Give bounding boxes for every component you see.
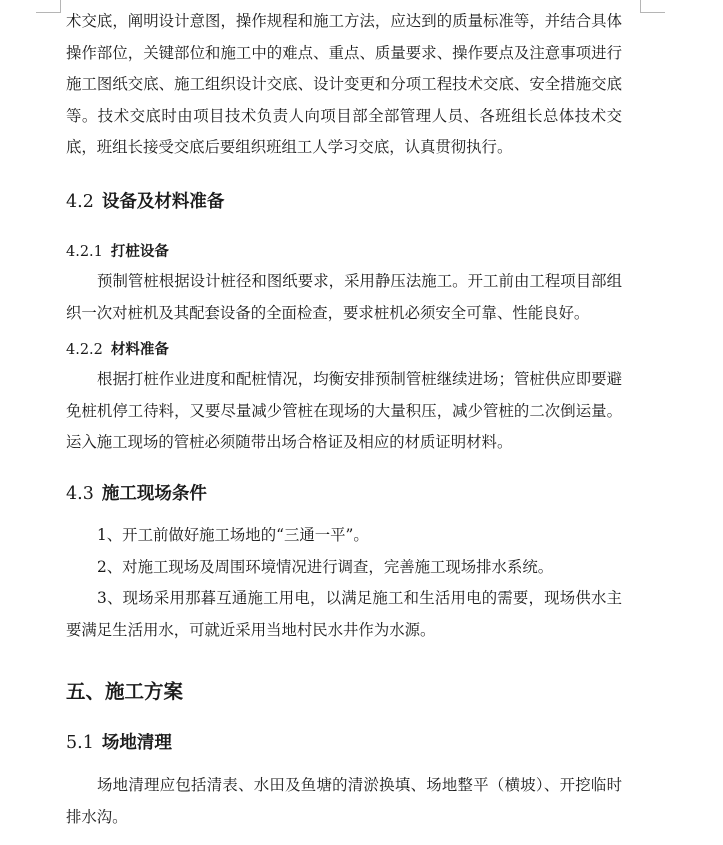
section-4-2-1-heading [66,240,622,261]
intro-paragraph: 术交底，阐明设计意图，操作规程和施工方法，应达到的质量标准等，并结合具体操作部位，关键部位和施工中的难点、重点、质量要求、操作要点及注意事项进行施工图纸交底、施工组织设计交底、设计变更和分项工程技术交底、安全措施交底等。技术交底时由项目技术负责人向项目部全部管理人员、各班组长总体技术交底，班组长接受交底后要组织班组工人学习交底，认真贯彻执行。 [66,12,622,157]
section-4-2-1-paragraph: 预制管桩根据设计桩径和图纸要求，采用静压法施工。开工前由工程项目部组织一次对桩机及其配套设备的全面检查，要求桩机必须安全可靠、性能良好。 [66,272,622,322]
section-4-3-number: 4.3 [66,484,94,504]
section-4-3-title: 施工现场条件 [101,484,207,504]
section-4-2-2-paragraph: 根据打桩作业进度和配桩情况，均衡安排预制管桩继续进场；管桩供应即要避免桩机停工待料，又要尽量减少管桩在现场的大量积压，减少管桩的二次倒运量。运入施工现场的管桩必须随带出场合格证及相应的材质证明材料。 [66,370,622,452]
section-4-2-number: 4.2 [66,192,94,212]
section-5-1-title: 场地清理 [101,733,172,753]
section-4-3-item-2: 2、对施工现场及周围环境情况进行调查，完善施工现场排水系统。 [97,558,554,576]
section-4-3-item-1: 1、开工前做好施工场地的“三通一平”。 [97,526,369,544]
page-corner-mark-right [640,0,665,13]
section-4-2-heading [66,188,622,213]
chapter-5-heading: 五、施工方案 [66,680,184,703]
section-4-2-2-title: 材料准备 [110,342,169,358]
section-4-2-2-heading [66,338,622,359]
section-4-3-item-3: 3、现场采用那暮互通施工用电，以满足施工和生活用电的需要，现场供水主要满足生活用水，可就近采用当地村民水井作为水源。 [66,589,622,639]
section-4-2-title: 设备及材料准备 [101,192,225,212]
section-4-3-heading [66,480,622,505]
section-4-2-2-number: 4.2.2 [66,342,103,358]
page-corner-mark-left [36,0,61,13]
section-5-1-heading [66,729,622,754]
section-5-1-paragraph: 场地清理应包括清表、水田及鱼塘的清淤换填、场地整平（横坡）、开挖临时排水沟。 [66,776,622,826]
section-5-1-number: 5.1 [66,733,94,753]
section-4-2-1-number: 4.2.1 [66,244,103,260]
section-4-2-1-title: 打桩设备 [110,244,169,260]
